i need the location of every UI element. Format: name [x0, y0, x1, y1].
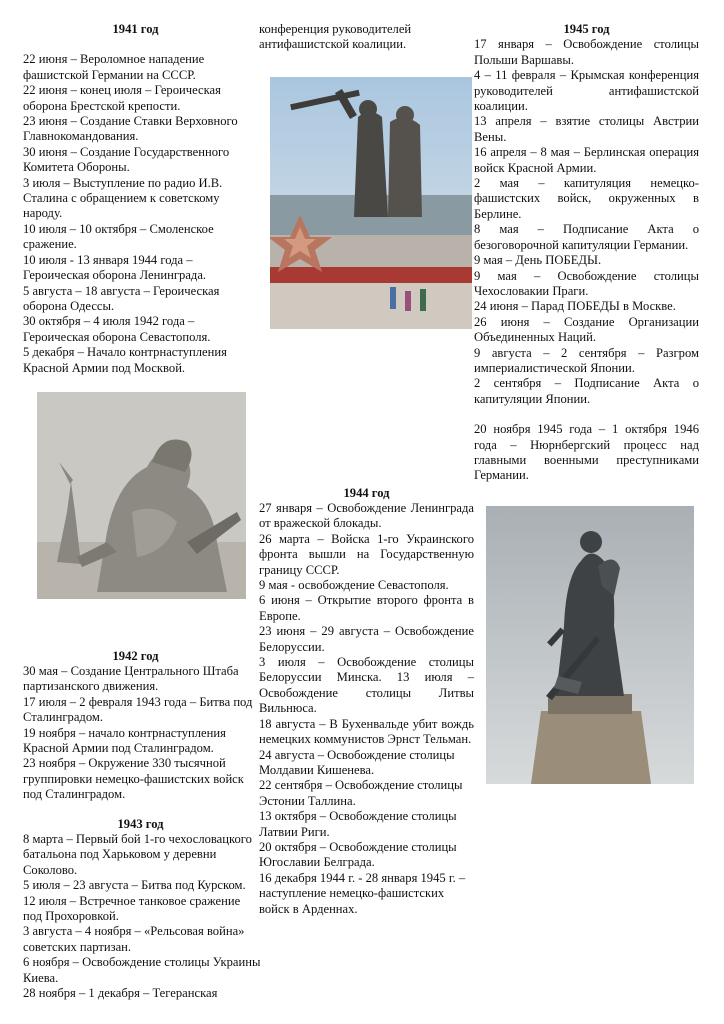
event-item: 17 июля – 2 февраля 1943 года – Битва под Сталинградом. [23, 694, 253, 725]
event-item: 9 мая – Освобождение столицы Чехословакии Праги. [474, 268, 699, 298]
column-middle [259, 22, 474, 53]
event-item: 3 августа – 4 ноября – «Рельсовая война» советских партизан. [23, 924, 245, 954]
event-item: 30 октября – 4 июля 1942 года – Героическая оборона Севастополя. [23, 314, 211, 344]
events-1941 [23, 52, 248, 376]
heading-1941: 1941 год [112, 22, 159, 36]
event-item: 23 июня – Создание Ставки Верховного Главнокомандования. [23, 114, 238, 144]
event-item: 23 июня – 29 августа – Освобождение Белоруссии. [259, 624, 474, 654]
event-item: 13 октября – Освобождение столицы Латвии Риги. [259, 809, 457, 839]
event-item: 24 августа – Освобождение столицы Молдавии Кишенева. [259, 747, 455, 777]
events-1945 [474, 37, 699, 407]
event-item: 5 июля – 23 августа – Битва под Курском. [23, 878, 246, 893]
events-1943 [23, 832, 261, 1001]
heading-1943: 1943 год [117, 817, 164, 831]
event-item: 4 – 11 февраля – Крымская конференция руководителей антифашистской коалиции. [474, 68, 699, 114]
event-item: 22 июня – конец июля – Героическая оборона Брестской крепости. [23, 83, 221, 113]
event-item: 3 июля – Освобождение столицы Белоруссии Минска. 13 июля – Освобождение столицы Литвы Вильнюса. [259, 655, 474, 716]
monument-photo [270, 77, 472, 329]
event-item: 20 октября – Освобождение столицы Югославии Белграда. [259, 839, 457, 870]
event-item: 9 мая - освобождение Севастополя. [259, 578, 449, 593]
event-item: 8 марта – Первый бой 1-го чехословацкого батальона под Харьковом у деревни Соколово. [23, 832, 252, 877]
event-item: 27 января – Освобождение Ленинграда от вражеской блокады. [259, 501, 474, 531]
event-item: 16 апреля – 8 мая – Берлинская операция войск Красной Армии. [474, 145, 699, 175]
magnitogorsk-rear-to-front-monument-photo-icon [270, 77, 472, 329]
event-item: 23 ноября – Окружение 330 тысячной группировки немецко-фашистских войск под Сталинградом. [23, 756, 244, 802]
event-item: 12 июля – Встречное танковое сражение под Прохоровкой. [23, 893, 241, 924]
nuremberg-trial-text: 20 ноября 1945 года – 1 октября 1946 года – Нюрнбергский процесс над главными военными преступниками Германии. [474, 422, 699, 483]
event-item: 26 марта – Войска 1-го Украинского фронта вышли на Государственную границу СССР. [259, 531, 474, 577]
event-item: 16 декабря 1944 г. - 28 января 1945 г. – наступление немецко-фашистских войск в Арденнах. [259, 870, 466, 916]
event-item: 30 июня – Создание Государственного Комитета Обороны. [23, 144, 230, 175]
heading-1945: 1945 год [563, 22, 610, 36]
stalingrad-soldier-sculpture-photo-icon [37, 392, 246, 599]
heading-1944: 1944 год [343, 486, 390, 500]
events-1944 [259, 501, 474, 917]
event-item: 18 августа – В Бухенвальде убит вождь немецких коммунистов Эрнст Тельман. [259, 716, 474, 747]
event-item: 19 ноября – начало контрнаступления Красной Армии под Сталинградом. [23, 725, 226, 756]
event-item: 22 июня – Вероломное нападение фашистской Германии на СССР. [23, 52, 205, 82]
event-item: 17 января – Освобождение столицы Польши Варшавы. [474, 37, 699, 67]
column-right [474, 22, 699, 484]
treptow-liberator-soldier-monument-photo-icon [486, 506, 694, 784]
event-item: 24 июня – Парад ПОБЕДЫ в Москве. [474, 299, 676, 314]
event-item: 30 мая – Создание Центрального Штаба партизанского движения. [23, 664, 239, 694]
event-item: 9 августа – 2 сентября – Разгром империалистической Японии. [474, 345, 699, 375]
event-item: 3 июля – Выступление по радио И.В. Сталина с обращением к советскому народу. [23, 175, 223, 221]
event-item: 22 сентября – Освобождение столицы Эстонии Таллина. [259, 778, 463, 808]
stalingrad-sculpture-photo [37, 392, 246, 599]
event-item: 5 августа – 18 августа – Героическая оборона Одессы. [23, 283, 220, 313]
event-item: 13 апреля – взятие столицы Австрии Вены. [474, 114, 699, 144]
event-item: 9 мая – День ПОБЕДЫ. [474, 253, 602, 268]
event-item: 8 мая – Подписание Акта о безоговорочной капитуляции Германии. [474, 222, 699, 252]
event-item: 10 июля - 13 января 1944 года – Героическая оборона Ленинграда. [23, 252, 207, 283]
event-item: 2 сентября – Подписание Акта о капитуляции Японии. [474, 376, 699, 406]
event-item: 5 декабря – Начало контрнаступления Красной Армии под Москвой. [23, 345, 227, 375]
event-item: 28 ноября – 1 декабря – Тегеранская [23, 986, 218, 1001]
event-item: 26 июня – Создание Организации Объединенных Наций. [474, 314, 699, 345]
events-1942 [23, 664, 258, 803]
continuation-text: конференция руководителей антифашистской коалиции. [259, 22, 412, 52]
liberator-monument-photo [486, 506, 694, 784]
event-item: 6 июня – Открытие второго фронта в Европе. [259, 593, 474, 623]
event-item: 2 мая – капитуляция немецко-фашистских войск, окруженных в Берлине. [474, 176, 699, 221]
heading-1942: 1942 год [112, 649, 159, 663]
column-left [23, 22, 248, 376]
event-item: 6 ноября – Освобождение столицы Украины Киева. [23, 955, 261, 985]
event-item: 10 июля – 10 октября – Смоленское сражение. [23, 221, 214, 252]
